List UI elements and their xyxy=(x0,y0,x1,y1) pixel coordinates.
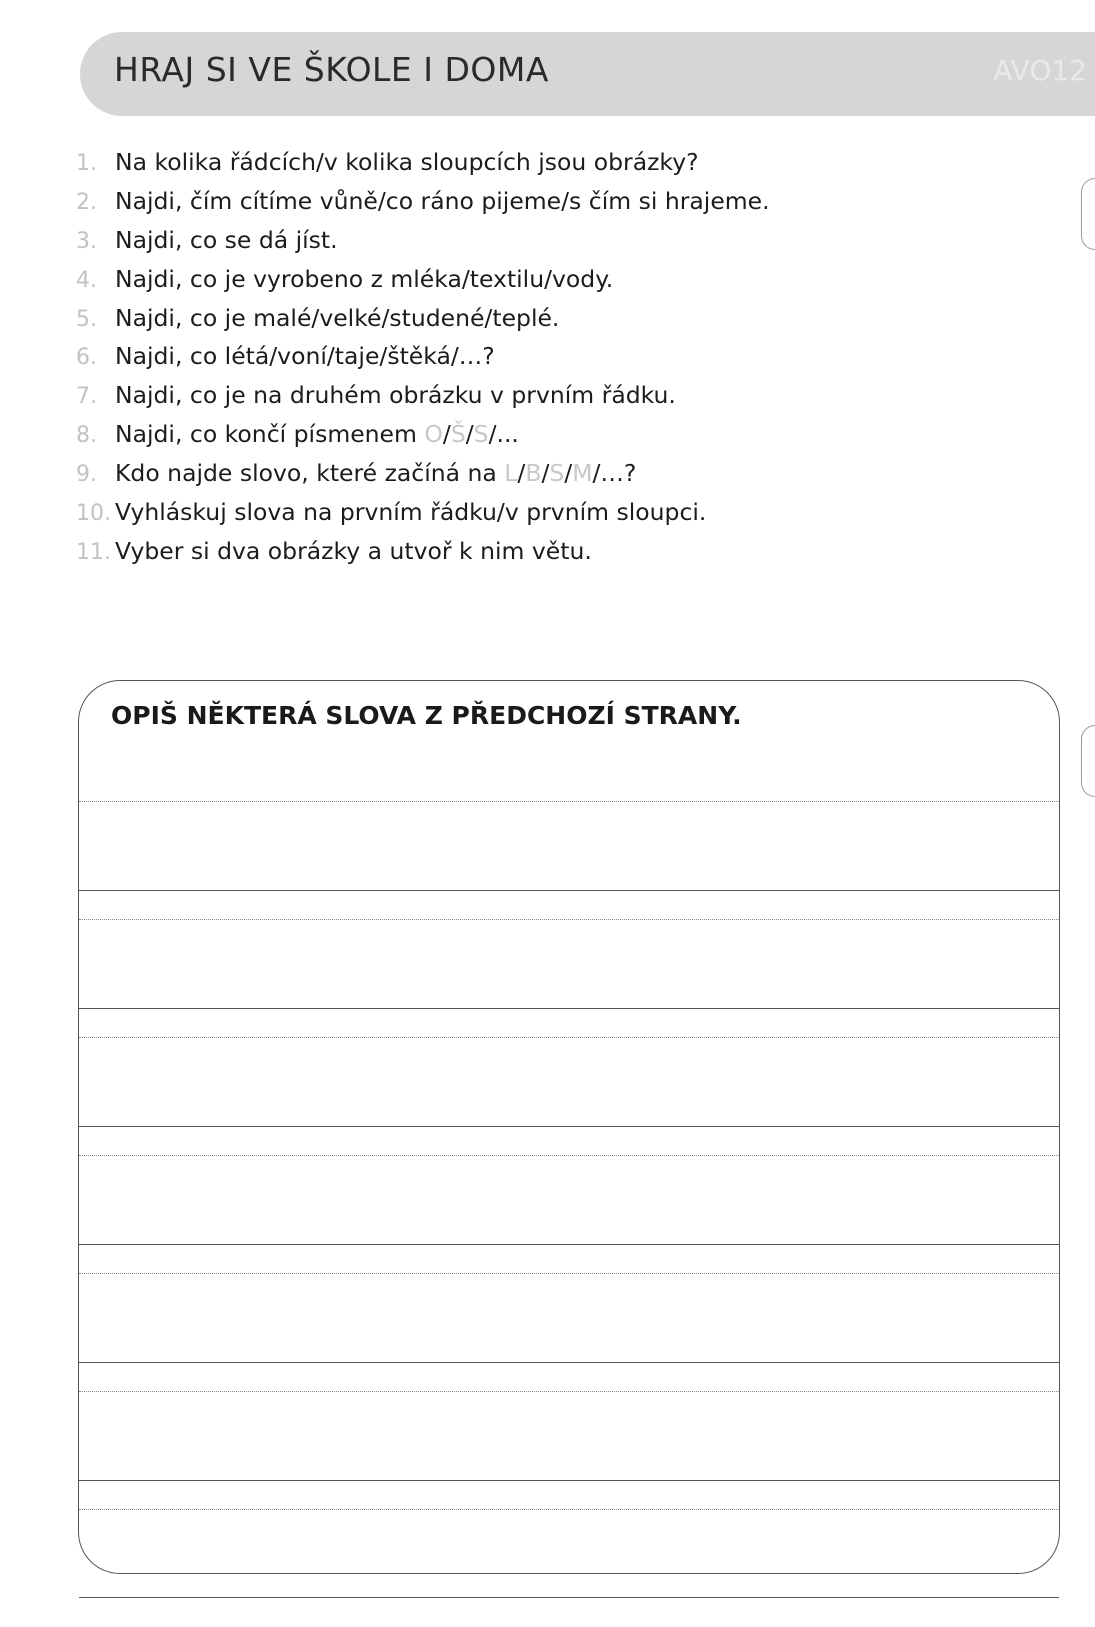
writing-line xyxy=(79,1155,1059,1185)
dotted-guide-line xyxy=(79,1273,1059,1274)
writing-box xyxy=(78,680,1060,1574)
page-edge-tab xyxy=(1081,178,1095,250)
task-number: 4. xyxy=(76,267,97,293)
task-item xyxy=(76,337,770,376)
task-text: / xyxy=(442,420,451,449)
task-item xyxy=(76,299,770,338)
task-text: / xyxy=(564,459,573,488)
highlighted-letter: S xyxy=(473,420,489,449)
writing-line xyxy=(79,1597,1059,1627)
faded-header-text: AVO12 xyxy=(993,54,1087,87)
task-item xyxy=(76,493,770,532)
task-text: / xyxy=(541,459,550,488)
writing-line xyxy=(79,919,1059,949)
task-text: Najdi, co je vyrobeno z mléka/textilu/vody. xyxy=(115,264,614,293)
task-number: 8. xyxy=(76,423,97,449)
task-number: 5. xyxy=(76,306,97,332)
task-number: 6. xyxy=(76,345,97,371)
task-list xyxy=(76,143,770,571)
highlighted-letter: Š xyxy=(450,420,466,449)
highlighted-letter: B xyxy=(525,459,542,488)
task-item xyxy=(76,532,770,571)
task-number: 9. xyxy=(76,462,97,488)
solid-base-line xyxy=(79,1480,1059,1481)
writing-line xyxy=(79,1037,1059,1067)
task-text: / xyxy=(465,420,474,449)
dotted-guide-line xyxy=(79,1037,1059,1038)
highlighted-letter: L xyxy=(504,459,518,488)
task-number: 10. xyxy=(76,501,111,527)
task-text: Najdi, co je malé/velké/studené/teplé. xyxy=(115,303,560,332)
writing-line xyxy=(79,1273,1059,1303)
highlighted-letter: O xyxy=(424,420,443,449)
page-title: HRAJ SI VE ŠKOLE I DOMA xyxy=(114,50,549,89)
task-number: 1. xyxy=(76,151,97,176)
dotted-guide-line xyxy=(79,1155,1059,1156)
solid-base-line xyxy=(79,1008,1059,1009)
dotted-guide-line xyxy=(79,919,1059,920)
task-text: /... xyxy=(488,420,519,449)
task-text: /…? xyxy=(592,459,637,488)
task-item xyxy=(76,182,770,221)
task-text: Najdi, co létá/voní/taje/štěká/…? xyxy=(115,342,495,371)
task-number: 3. xyxy=(76,228,97,254)
task-item xyxy=(76,376,770,415)
section-header xyxy=(80,32,1095,116)
highlighted-letter: S xyxy=(549,459,565,488)
task-item xyxy=(76,143,770,182)
task-item xyxy=(76,415,770,454)
page-edge-tab xyxy=(1081,725,1095,797)
solid-base-line xyxy=(79,1362,1059,1363)
dotted-guide-line xyxy=(79,1391,1059,1392)
task-text: / xyxy=(517,459,526,488)
writing-line xyxy=(79,1391,1059,1421)
task-item xyxy=(76,260,770,299)
highlighted-letter: M xyxy=(572,459,593,488)
solid-base-line xyxy=(79,1597,1059,1598)
task-text: Kdo najde slovo, které začíná na xyxy=(115,459,505,488)
task-text: Najdi, co se dá jíst. xyxy=(115,225,338,254)
writing-box-title: OPIŠ NĚKTERÁ SLOVA Z PŘEDCHOZÍ STRANY. xyxy=(111,701,742,730)
task-text: Vyber si dva obrázky a utvoř k nim větu. xyxy=(115,536,592,565)
writing-line xyxy=(79,801,1059,831)
dotted-guide-line xyxy=(79,801,1059,802)
task-text: Na kolika řádcích/v kolika sloupcích jsou obrázky? xyxy=(115,148,699,176)
task-item xyxy=(76,454,770,493)
task-text: Najdi, co končí písmenem xyxy=(115,420,425,449)
solid-base-line xyxy=(79,1244,1059,1245)
solid-base-line xyxy=(79,1126,1059,1127)
task-number: 11. xyxy=(76,539,111,565)
dotted-guide-line xyxy=(79,1509,1059,1510)
task-number: 7. xyxy=(76,384,97,410)
task-item xyxy=(76,221,770,260)
writing-line xyxy=(79,1509,1059,1539)
task-text: Najdi, čím cítíme vůně/co ráno pijeme/s čím si hrajeme. xyxy=(115,186,770,215)
solid-base-line xyxy=(79,890,1059,891)
task-text: Vyhláskuj slova na prvním řádku/v prvním sloupci. xyxy=(115,498,707,527)
task-text: Najdi, co je na druhém obrázku v prvním řádku. xyxy=(115,381,676,410)
task-number: 2. xyxy=(76,189,97,215)
